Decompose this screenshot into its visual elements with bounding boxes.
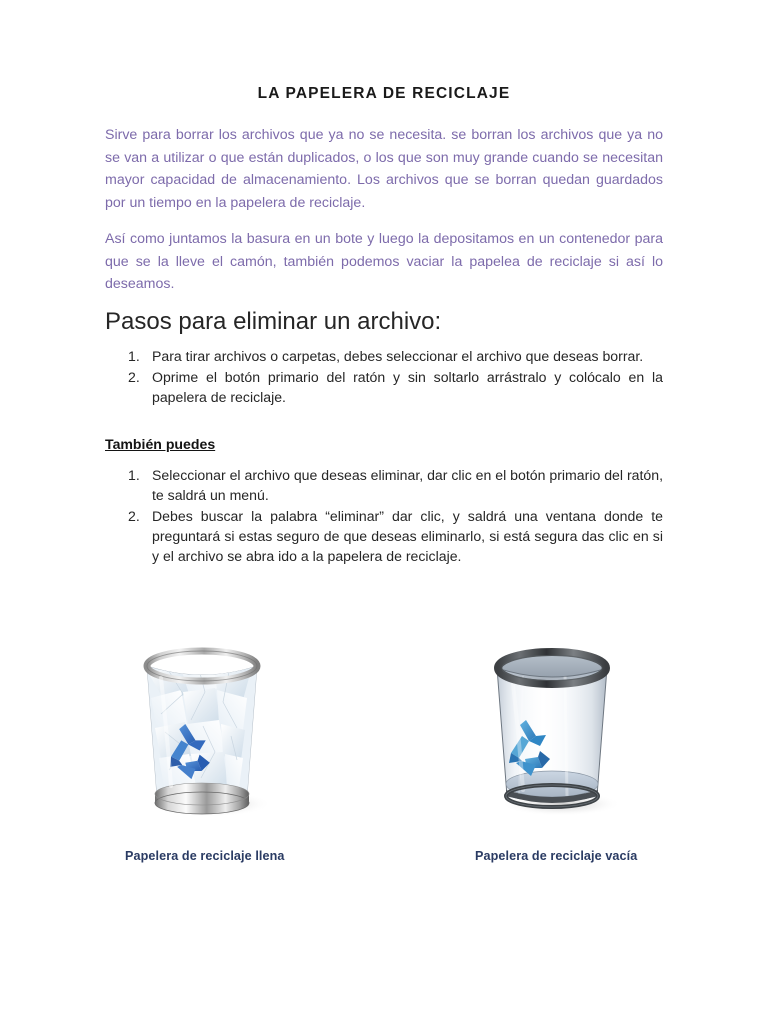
- recycle-bin-full-svg: [127, 644, 277, 822]
- figures-row: [105, 644, 705, 884]
- steps-list: [105, 346, 663, 408]
- list-item: [105, 367, 663, 407]
- figure-caption-empty: Papelera de reciclaje vacía: [475, 849, 638, 863]
- alt-steps-list: [105, 465, 663, 567]
- recycle-bin-full-icon: [127, 644, 277, 822]
- list-item: [105, 465, 663, 505]
- intro-paragraph-2: Así como juntamos la basura en un bote y luego la depositamos en un contenedor para que se la lleve el camón, también podemos vaciar la papelea de reciclaje si así lo deseamos.: [105, 231, 663, 293]
- sub-heading-tambien-puedes: También puedes: [105, 436, 216, 452]
- figure-recycle-bin-empty: [463, 644, 673, 884]
- page-title: LA PAPELERA DE RECICLAJE: [257, 85, 511, 102]
- document-content: [105, 84, 663, 863]
- list-item-text: Oprime el botón primario del ratón y sin soltarlo arrástralo y colócalo en la papelera de reciclaje.: [152, 369, 663, 405]
- list-item-text: Para tirar archivos o carpetas, debes seleccionar el archivo que deseas borrar.: [152, 348, 644, 364]
- list-item: [105, 346, 663, 366]
- intro-paragraph-1: Sirve para borrar los archivos que ya no se necesita. se borran los archivos que ya no se van a utilizar o que están duplicados, o los que son muy grande cuando se necesitan mayor capacidad de almacenamiento. Los archivos que se borran quedan guardados por un tiempo en la papelera de reciclaje.: [105, 127, 663, 211]
- figure-recycle-bin-full: [113, 644, 323, 884]
- list-item: [105, 506, 663, 566]
- list-item-text: Debes buscar la palabra “eliminar” dar clic, y saldrá una ventana donde te preguntará si estas seguro de que deseas eliminarlo, si está segura das clic en si y el archivo se abra ido a la papelera de reciclaje.: [152, 508, 663, 564]
- list-item-text: Seleccionar el archivo que deseas eliminar, dar clic en el botón primario del ratón, te saldrá un menú.: [152, 467, 663, 503]
- recycle-bin-empty-svg: [477, 644, 627, 822]
- section-heading-steps: Pasos para eliminar un archivo:: [105, 308, 442, 335]
- figure-caption-full: Papelera de reciclaje llena: [125, 849, 285, 863]
- recycle-bin-empty-icon: [477, 644, 627, 822]
